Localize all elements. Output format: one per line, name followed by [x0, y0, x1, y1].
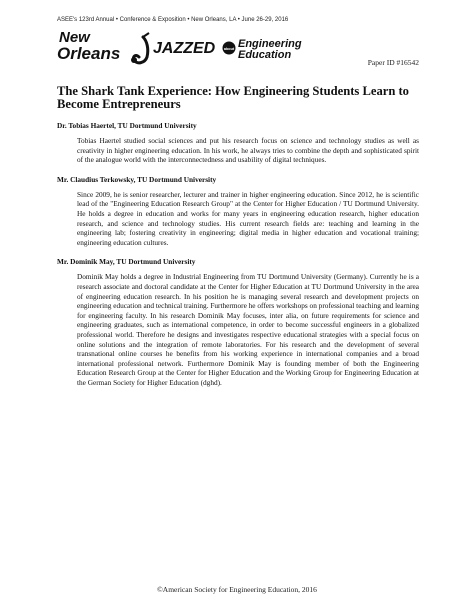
logo-text-about: about	[223, 47, 235, 51]
conference-logo-art	[57, 27, 305, 71]
logo-text-jazzed: JAZZED	[153, 40, 216, 57]
author-section	[57, 257, 419, 387]
author-bio: Tobias Haertel studied social sciences and put his research focus on science and technology studies as well as creativity in higher engineering education. In his work, he always tries to combine the depth and sophisticated spirit of the analogue world with the interconnectedness and usability of digital techniques.	[77, 136, 419, 165]
logo-text-orleans: Orleans	[57, 44, 121, 63]
conference-header-line: ASEE's 123rd Annual • Conference & Exposition • New Orleans, LA • June 26-29, 2016	[57, 17, 289, 23]
paper-title: The Shark Tank Experience: How Engineering Students Learn to Become Entrepreneurs	[57, 84, 409, 111]
logo-text-education: Education	[238, 49, 292, 61]
author-name: Dr. Tobias Haertel, TU Dortmund University	[57, 121, 197, 130]
author-bio: Dominik May holds a degree in Industrial Engineering from TU Dortmund University (Germany). Currently he is a research associate and doctoral candidate at the Center for Higher Education at TU Dortmund University in the area of engineering education research. In his position he is managing several research and development projects on engineering education and technical training. Furthermore he offers workshops on professional teaching and learning for engineering faculty. In his research Dominik May focuses, inter alia, on future requirements for science and engineering graduates, such as international competence, in order to become successful engineers in a globalized professional world. Therefore he designs and investigates respective educational strategies with a special focus on online solutions and the integration of remote laboratories. For his research and the development of several transnational online courses he benefits from his working experience in international companies and a broad international professional network. Furthermore Dominik May is founding member of both the Engineering Education Research Group at the Center for Higher Education and the Working Group for Engineering Education at the German Society for Higher Education (dghd).	[77, 272, 419, 387]
author-section	[57, 121, 419, 165]
author-name: Mr. Dominik May, TU Dortmund University	[57, 257, 196, 267]
saxophone-icon	[131, 33, 149, 63]
author-name: Mr. Claudius Terkowsky, TU Dortmund University	[57, 174, 217, 184]
logo-text-engineering: Engineering	[238, 38, 302, 50]
paper-content	[57, 85, 419, 387]
author-bio: Since 2009, he is senior researcher, lecturer and trainer in higher engineering education. Since 2012, he is scientific lead of the "Engineering Education Research Group" at the Center for Higher Education / TU Dortmund University. He holds a degree in education and works for many years in engineering education research, higher education research, and science and technology studies. His current research fields are: teaching and learning in the engineering lab; fostering creativity in engineering; digital media in higher education and vocational training; engineering education cultures.	[77, 189, 419, 247]
logo-text-new: New	[59, 29, 90, 46]
conference-logo	[57, 27, 305, 71]
copyright-footer: ©American Society for Engineering Education, 2016	[157, 585, 317, 594]
author-section	[57, 175, 419, 248]
paper-id: Paper ID #16542	[367, 58, 419, 67]
